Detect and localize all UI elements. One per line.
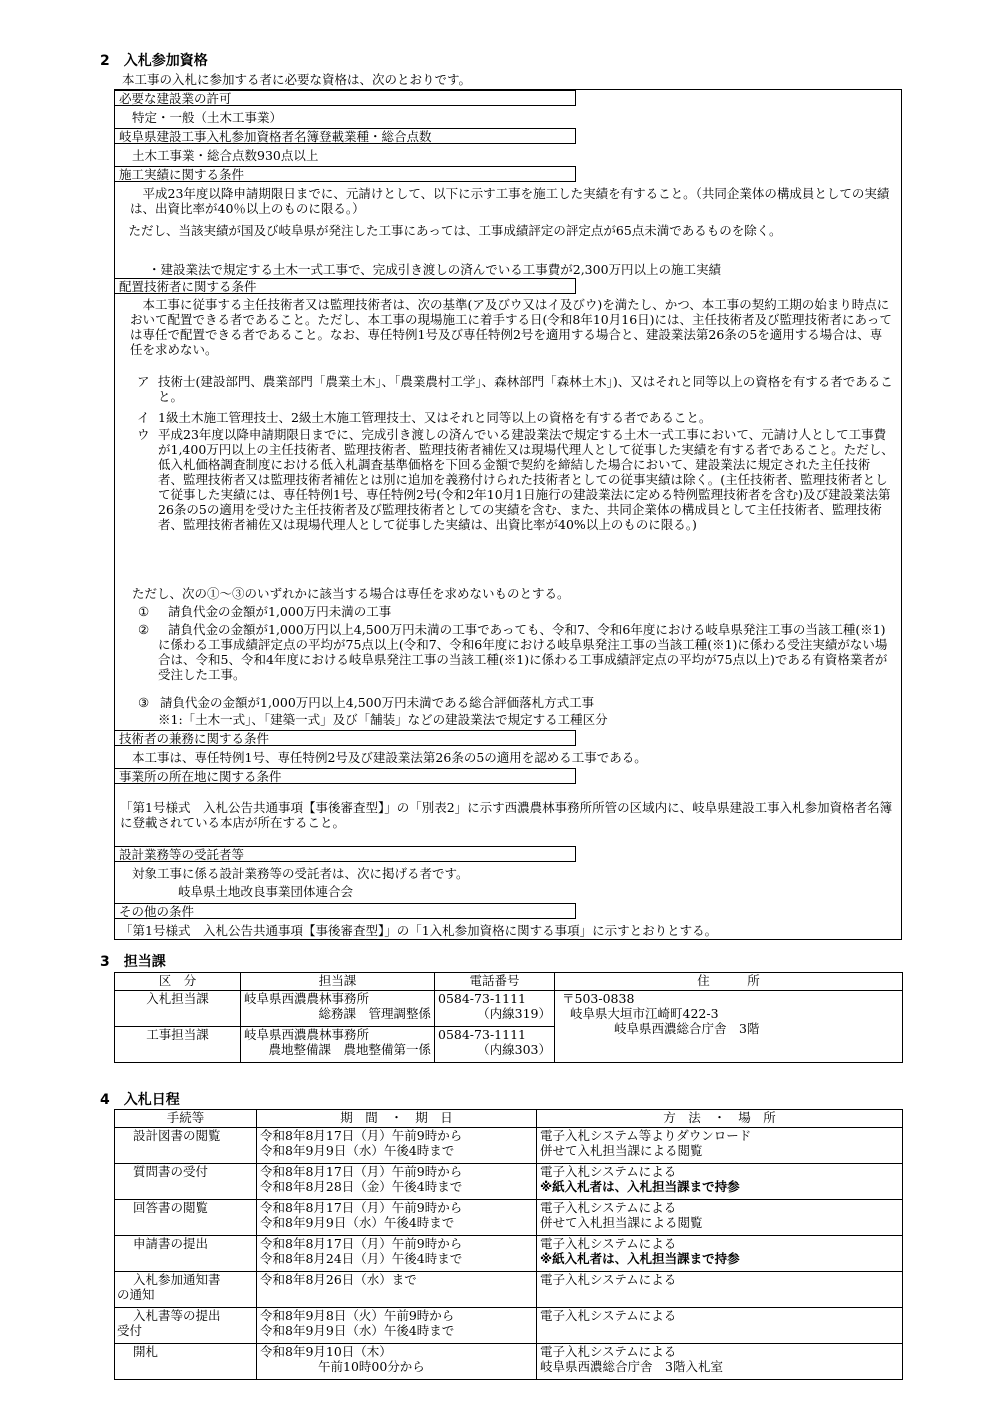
header-tel: 電話番号 [435, 973, 555, 991]
method-cell [537, 1200, 903, 1236]
table-row [115, 1164, 903, 1200]
tantouka-office: 岐阜県西濃農林事務所 [244, 991, 370, 1006]
header-period: 期 間 ・ 期 日 [257, 1110, 537, 1128]
method-line: 電子入札システムによる [540, 1164, 677, 1179]
tel-number: 0584-73-1111 [438, 1027, 526, 1042]
method-line: 併せて入札担当課による閲覧 [540, 1215, 703, 1230]
shozaichi-label: 事業所の所在地に関する条件 [114, 768, 576, 784]
kubun-cell: 入札担当課 [115, 991, 241, 1027]
table-row [115, 1308, 903, 1344]
procedure-cell [115, 1164, 257, 1200]
section-4-title: 4 入札日程 [100, 1092, 180, 1108]
method-line: 電子入札システムによる [540, 1344, 677, 1359]
schedule-table [114, 1109, 903, 1380]
address-line: 岐阜県大垣市江崎町422-3 [570, 1006, 719, 1021]
period-line: 令和8年8月17日（月）午前9時から [260, 1128, 463, 1143]
procedure-line: 設計図書の閲覧 [133, 1128, 221, 1143]
address-building: 岐阜県西濃総合庁舎 3階 [614, 1021, 760, 1036]
procedure-cell [115, 1128, 257, 1164]
haichi-label: 配置技術者に関する条件 [114, 278, 576, 294]
header-kubun: 区 分 [115, 973, 241, 991]
haichi-paragraph: 本工事に従事する主任技術者又は監理技術者は、次の基準(ア及びウ又はイ及びウ)を満たし、かつ、本工事の契約工期の始まり時点において配置できる者であること。ただし、本工事の現場施工に着手する日(令和8年10月16日)には、主任技術者及び監理技術者にあっては専任で配置できる者であること。なお、専任特例1号及び専任特例2号を適用する場合と、建設業法第26条の5を適用する場合は、専任を求めない。 [130, 297, 892, 357]
period-line: 令和8年9月8日（火）午前9時から [260, 1308, 455, 1323]
note-1: ※1:「土木一式」、「建築一式」及び「舗装」などの建設業法で規定する工種区分 [158, 712, 608, 727]
section-2-title: 2 入札参加資格 [100, 53, 208, 69]
n3-text: 請負代金の金額が1,000万円以上4,500万円未満である総合評価落札方式工事 [160, 695, 595, 710]
kyoka-value: 特定・一般（土木工事業） [132, 110, 283, 125]
postal-code: 〒503-0838 [562, 991, 635, 1006]
method-line: 併せて入札担当課による閲覧 [540, 1143, 703, 1158]
meibo-value: 土木工事業・総合点数930点以上 [132, 148, 319, 163]
meibo-label: 岐阜県建設工事入札参加資格者名簿登載業種・総合点数 [114, 128, 576, 144]
method-cell [537, 1344, 903, 1380]
procedure-cell [115, 1272, 257, 1308]
address-cell [555, 991, 903, 1063]
table-row [115, 991, 903, 1027]
tel-extension: （内線303） [477, 1042, 551, 1057]
n3-mark: ③ [138, 695, 150, 710]
tel-cell [435, 1027, 555, 1063]
jisseki-item: ・建設業法で規定する土木一式工事で、完成引き渡しの済んでいる工事費が2,300万円以上の施工実績 [148, 262, 722, 277]
method-line: 電子入札システムによる [540, 1236, 677, 1251]
jisseki-label: 施工実績に関する条件 [114, 166, 576, 182]
method-cell [537, 1164, 903, 1200]
method-cell [537, 1128, 903, 1164]
procedure-line: 開札 [133, 1344, 159, 1359]
table-row [115, 1236, 903, 1272]
sonota-value: 「第1号様式 入札公告共通事項【事後審査型】」の「1入札参加資格に関する事項」に示すとおりとする。 [120, 923, 718, 938]
section-3-title: 3 担当課 [100, 954, 166, 970]
n1-text: 請負代金の金額が1,000万円未満の工事 [168, 604, 392, 619]
tantouka-cell [241, 991, 435, 1027]
tantou-header-row [115, 973, 903, 991]
period-line: 令和8年8月28日（金）午後4時まで [260, 1179, 463, 1194]
sekkei-value: 対象工事に係る設計業務等の受託者は、次に掲げる者です。 [132, 866, 469, 881]
method-line: ※紙入札者は、入札担当課まで持参 [540, 1179, 740, 1194]
sekkei-name: 岐阜県土地改良事業団体連合会 [178, 884, 354, 899]
shozaichi-value: 「第1号様式 入札公告共通事項【事後審査型】」の「別表2」に示す西濃農林事務所所管の区域内に、岐阜県建設工事入札参加資格者名簿に登載されている本店が所在すること。 [120, 800, 893, 830]
method-line: 岐阜県西濃総合庁舎 3階入札室 [540, 1359, 723, 1374]
procedure-line: 質問書の受付 [133, 1164, 209, 1179]
schedule-header-row [115, 1110, 903, 1128]
method-cell [537, 1236, 903, 1272]
n1-mark: ① [138, 604, 150, 619]
tantouka-section: 総務課 管理調整係 [318, 1006, 431, 1021]
kennmu-label: 技術者の兼務に関する条件 [114, 730, 576, 746]
period-line: 午前10時00分から [318, 1359, 425, 1374]
header-method: 方 法 ・ 場 所 [537, 1110, 903, 1128]
haichi-u-text: 平成23年度以降申請期限日までに、完成引き渡しの済んでいる建設業法で規定する土木一式工事において、元請け人として工事費が1,400万円以上の主任技術者、監理技術者、監理技術者補佐又は現場代理人として従事した実績を有する者であること。ただし、低入札価格調査制度における低入札調査基準価格を下回る金額で契約を締結した場合において、建設業法に規定された主任技術者、監理技術者又は監理技術者補佐とは別に追加を義務付けられた技術者としての従事実績は除く。(主任技術者、監理技術者として従事した実績には、専任特例1号、専任特例2号(令和2年10月1日施行の建設業法に定める特例監理技術者を含む)及び建設業法第26条の5の適用を受けた主任技術者及び監理技術者としての実績を含む、また、共同企業体の構成員として主任技術者、監理技術者、監理技術者補佐又は現場代理人として従事した実績は、出資比率が40%以上のものに限る。) [158, 427, 894, 532]
tel-extension: （内線319） [477, 1006, 551, 1021]
period-line: 令和8年9月9日（水）午後4時まで [260, 1215, 455, 1230]
method-line: 電子入札システムによる [540, 1200, 677, 1215]
tantouka-office: 岐阜県西濃農林事務所 [244, 1027, 370, 1042]
procedure-line: 申請書の提出 [133, 1236, 209, 1251]
period-line: 令和8年8月24日（月）午後4時まで [260, 1251, 463, 1266]
haichi-a-mark: ア [137, 374, 150, 389]
period-line: 令和8年9月10日（木） [260, 1344, 392, 1359]
jisseki-paragraph-1: 平成23年度以降申請期限日までに、元請けとして、以下に示す工事を施工した実績を有すること。（共同企業体の構成員としての実績は、出資比率が40％以上のものに限る。） [130, 186, 890, 216]
procedure-line: 受付 [117, 1323, 143, 1338]
method-line: 電子入札システム等よりダウンロード [540, 1128, 752, 1143]
tadashi-text: ただし、次の①～③のいずれかに該当する場合は専任を求めないものとする。 [132, 586, 570, 601]
period-line: 令和8年8月17日（月）午前9時から [260, 1236, 463, 1251]
period-cell [257, 1128, 537, 1164]
kennmu-value: 本工事は、専任特例1号、専任特例2号及び建設業法第26条の5の適用を認める工事である。 [132, 750, 647, 765]
period-line: 令和8年8月26日（水）まで [260, 1272, 417, 1287]
period-line: 令和8年9月9日（水）午後4時まで [260, 1323, 455, 1338]
table-row [115, 1344, 903, 1380]
tantouka-cell [241, 1027, 435, 1063]
procedure-line: 入札参加通知書 [133, 1272, 221, 1287]
procedure-cell [115, 1344, 257, 1380]
tel-number: 0584-73-1111 [438, 991, 526, 1006]
period-line: 令和8年8月17日（月）午前9時から [260, 1200, 463, 1215]
haichi-i-mark: イ [137, 410, 150, 425]
period-cell [257, 1164, 537, 1200]
method-line: 電子入札システムによる [540, 1272, 677, 1287]
period-cell [257, 1272, 537, 1308]
period-line: 令和8年9月9日（水）午後4時まで [260, 1143, 455, 1158]
procedure-cell [115, 1236, 257, 1272]
haichi-u-mark: ウ [137, 427, 150, 442]
tantouka-section: 農地整備課 農地整備第一係 [268, 1042, 431, 1057]
haichi-a-text: 技術士(建設部門、農業部門「農業土木」、「農業農村工学」、森林部門「森林土木」)、又はそれと同等以上の資格を有する者であること。 [158, 374, 893, 404]
table-row [115, 1200, 903, 1236]
method-cell [537, 1308, 903, 1344]
tel-cell [435, 991, 555, 1027]
procedure-line: 入札書等の提出 [133, 1308, 221, 1323]
sekkei-label: 設計業務等の受託者等 [114, 846, 576, 862]
section-2-intro: 本工事の入札に参加する者に必要な資格は、次のとおりです。 [122, 72, 472, 87]
period-cell [257, 1308, 537, 1344]
tantou-table [114, 972, 903, 1063]
method-line: ※紙入札者は、入札担当課まで持参 [540, 1251, 740, 1266]
header-procedure: 手続等 [115, 1110, 257, 1128]
n2-text: 請負代金の金額が1,000万円以上4,500万円未満の工事であっても、令和7、令和6年度における岐阜県発注工事の当該工種(※1)に係わる工事成績評定点の平均が75点以上(令和7、令和6年度における岐阜県発注工事の当該工種(※1)に係わる受注実績がない場合は、令和5、令和4年度における岐阜県発注工事の当該工種(※1)に係わる工事成績評定点の平均が75点以上)である有資格業者が受注した工事。 [158, 622, 888, 682]
sonota-label: その他の条件 [114, 903, 576, 919]
header-tantouka: 担当課 [241, 973, 435, 991]
kubun-cell: 工事担当課 [115, 1027, 241, 1063]
jisseki-paragraph-2: ただし、当該実績が国及び岐阜県が発注した工事にあっては、工事成績評定の評定点が65点未満であるものを除く。 [128, 223, 782, 238]
procedure-line: の通知 [117, 1287, 155, 1302]
period-line: 令和8年8月17日（月）午前9時から [260, 1164, 463, 1179]
n2-mark: ② [138, 622, 150, 637]
method-line: 電子入札システムによる [540, 1308, 677, 1323]
procedure-cell [115, 1200, 257, 1236]
procedure-line: 回答書の閲覧 [133, 1200, 209, 1215]
table-row [115, 1272, 903, 1308]
period-cell [257, 1200, 537, 1236]
header-address: 住 所 [555, 973, 903, 991]
method-cell [537, 1272, 903, 1308]
period-cell [257, 1344, 537, 1380]
table-row [115, 1128, 903, 1164]
procedure-cell [115, 1308, 257, 1344]
period-cell [257, 1236, 537, 1272]
schedule-body [115, 1128, 903, 1380]
haichi-i-text: 1級土木施工管理技士、2級土木施工管理技士、又はそれと同等以上の資格を有する者であること。 [158, 410, 712, 425]
kyoka-label: 必要な建設業の許可 [114, 90, 576, 106]
